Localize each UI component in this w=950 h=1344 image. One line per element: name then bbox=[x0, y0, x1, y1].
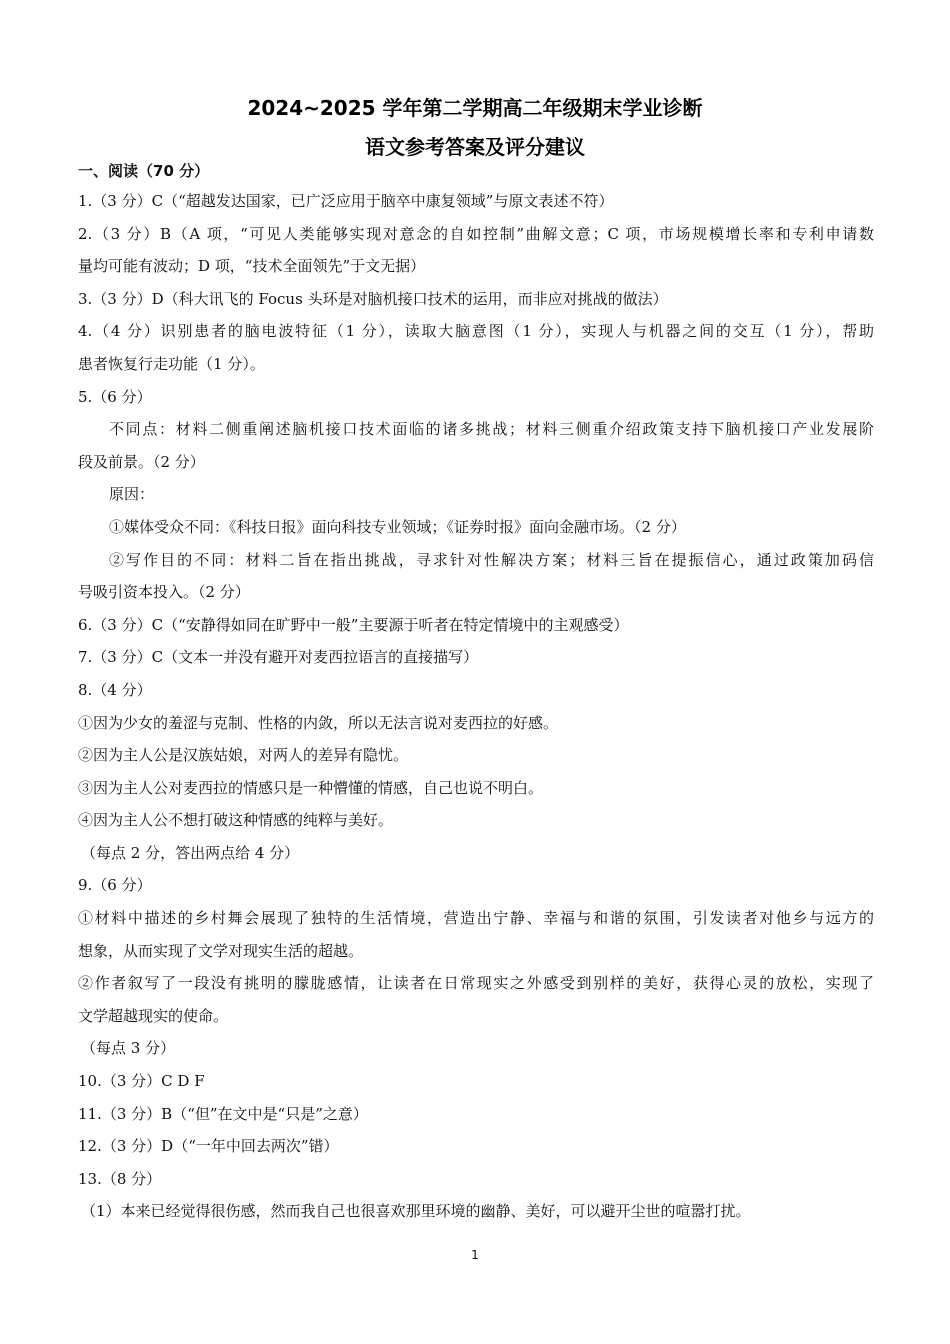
text-line: 11.（3 分）B（“但”在文中是“只是”之意） bbox=[78, 1104, 368, 1123]
text-line: 6.（3 分）C（“安静得如同在旷野中一般”主要源于听者在特定情境中的主观感受） bbox=[78, 615, 629, 634]
text-line: 7.（3 分）C（文本一并没有避开对麦西拉语言的直接描写） bbox=[78, 648, 479, 667]
text-line: 量均可能有波动；D 项，“技术全面领先”于文无据） bbox=[78, 257, 426, 276]
text-line: （每点 3 分） bbox=[81, 1039, 176, 1058]
document-subtitle: 语文参考答案及评分建议 bbox=[365, 135, 585, 159]
text-line: 原因： bbox=[109, 485, 155, 504]
text-line: ②作者叙写了一段没有挑明的朦胧感情，让读者在日常现实之外感受到别样的美好，获得心灵的放松，实现了 bbox=[78, 974, 874, 993]
text-line: 号吸引资本投入。（2 分） bbox=[78, 583, 250, 602]
text-line: 13.（8 分） bbox=[78, 1169, 162, 1188]
text-line: （1）本来已经觉得很伤感，然而我自己也很喜欢那里环境的幽静、美好，可以避开尘世的喧嚣打扰。 bbox=[81, 1202, 751, 1221]
text-line: （每点 2 分，答出两点给 4 分） bbox=[81, 843, 300, 862]
page-number: 1 bbox=[471, 1248, 479, 1262]
text-line: 5.（6 分） bbox=[78, 387, 152, 406]
text-line: 8.（4 分） bbox=[78, 680, 152, 699]
text-line: 2.（3 分）B（A 项，“可见人类能够实现对意念的自如控制”曲解文意；C 项，市场规模增长率和专利申请数 bbox=[78, 224, 874, 243]
text-line: 3.（3 分）D（科大讯飞的 Focus 头环是对脑机接口技术的运用，而非应对挑战的做法） bbox=[78, 289, 668, 308]
text-line: 4.（4 分）识别患者的脑电波特征（1 分），读取大脑意图（1 分），实现人与机器之间的交互（1 分），帮助 bbox=[78, 322, 874, 341]
text-line: ②因为主人公是汉族姑娘，对两人的差异有隐忧。 bbox=[78, 746, 409, 765]
section-heading: 一、阅读（70 分） bbox=[78, 162, 210, 180]
text-line: 10.（3 分）C D F bbox=[78, 1072, 205, 1091]
text-line: 9.（6 分） bbox=[78, 876, 152, 895]
text-line: 12.（3 分）D（“一年中回去两次”错） bbox=[78, 1137, 339, 1156]
text-line: 段及前景。（2 分） bbox=[78, 452, 205, 471]
text-line: ③因为主人公对麦西拉的情感只是一种懵懂的情感，自己也说不明白。 bbox=[78, 778, 544, 797]
document-title: 2024~2025 学年第二学期高二年级期末学业诊断 bbox=[247, 96, 703, 120]
text-line: ①因为少女的羞涩与克制、性格的内敛，所以无法言说对麦西拉的好感。 bbox=[78, 713, 559, 732]
text-line: 不同点：材料二侧重阐述脑机接口技术面临的诸多挑战；材料三侧重介绍政策支持下脑机接口产业发展阶 bbox=[109, 420, 874, 439]
text-line: 患者恢复行走功能（1 分）。 bbox=[78, 354, 265, 373]
answer-body bbox=[78, 185, 874, 1228]
text-line: ①材料中描述的乡村舞会展现了独特的生活情境，营造出宁静、幸福与和谐的氛围，引发读者对他乡与远方的 bbox=[78, 909, 874, 928]
text-line: ②写作目的不同：材料二旨在指出挑战，寻求针对性解决方案；材料三旨在提振信心，通过政策加码信 bbox=[109, 550, 874, 569]
text-line: ④因为主人公不想打破这种情感的纯粹与美好。 bbox=[78, 811, 394, 830]
text-line: 想象，从而实现了文学对现实生活的超越。 bbox=[78, 941, 364, 960]
text-line: ①媒体受众不同：《科技日报》面向科技专业领域；《证券时报》面向金融市场。（2 分） bbox=[109, 517, 686, 536]
text-line: 1.（3 分）C（“超越发达国家，已广泛应用于脑卒中康复领域”与原文表述不符） bbox=[78, 192, 614, 210]
text-line: 文学超越现实的使命。 bbox=[78, 1006, 229, 1025]
